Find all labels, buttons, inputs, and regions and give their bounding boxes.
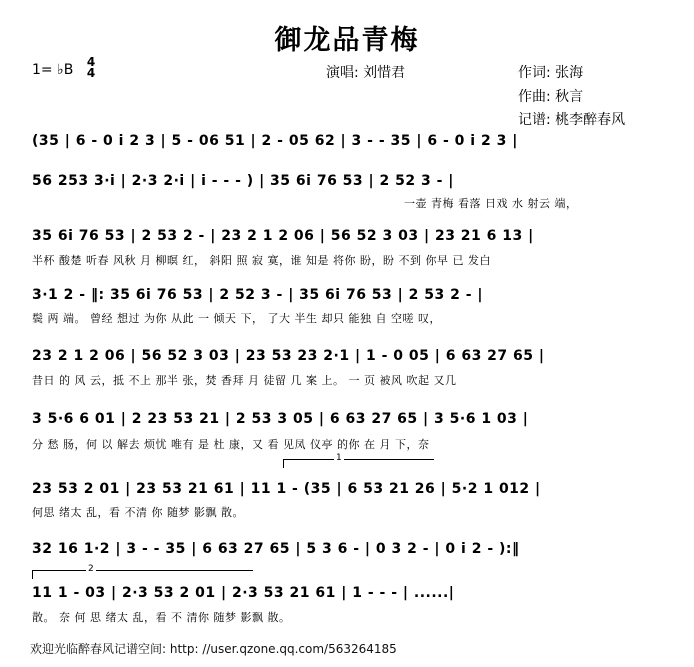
meter-bottom: 4	[86, 66, 96, 80]
score-row-4-lyrics: 鬓 两 端。 曾经 想过 为你 从此 一 倾天 下， 了大 半生 却只 能独 自 空嗟 叹，	[32, 312, 441, 325]
score-row-9-lyrics: 散。 奈 何 思 绪太 乱，看 不 清你 随梦 影飘 散。	[32, 611, 291, 624]
volta-1-bracket	[283, 459, 434, 468]
score-row-2-lyrics: 一壶 青梅 看落 日戏 水 射云 端，	[404, 197, 578, 210]
volta-2-label: 2	[88, 564, 94, 574]
footer-credit: 欢迎光临醉春风记谱空间: http: //user.qzone.qq.com/563264185	[30, 642, 397, 656]
composer-credit: 作曲: 秋言	[518, 89, 584, 105]
score-row-7-lyrics: 何思 绪太 乱，看 不清 你 随梦 影飘 散。	[32, 506, 244, 519]
score-row-3-notes: 35 6i 76 53 | 2 53 2 - | 23 2 1 2 06 | 56 52 3 03 | 23 21 6 13 |	[32, 228, 534, 244]
key-signature: 1= ♭B	[32, 62, 74, 78]
score-row-2-notes: 56 253 3·i | 2·3 2·i | i - - - ) | 35 6i 76 53 | 2 52 3 - |	[32, 173, 454, 189]
score-row-5-notes: 23 2 1 2 06 | 56 52 3 03 | 23 53 23 2·1 | 1 - 0 05 | 6 63 27 65 |	[32, 348, 545, 364]
score-row-3-lyrics: 半杯 酸楚 听春 风秋 月 柳暝 红， 斜阳 照 寂 寞，谁 知是 将你 盼，盼 不到 你早 已 发白	[32, 254, 491, 267]
score-row-7-notes: 23 53 2 01 | 23 53 21 61 | 11 1 - (35 | 6 53 21 26 | 5·2 1 012 |	[32, 481, 541, 497]
volta-1-label: 1	[336, 453, 342, 463]
time-signature	[84, 57, 98, 79]
score-row-6-notes: 3 5·6 6 01 | 2 23 53 21 | 2 53 3 05 | 6 63 27 65 | 3 5·6 1 03 |	[32, 411, 529, 427]
score-row-8-notes: 32 16 1·2 | 3 - - 35 | 6 63 27 65 | 5 3 6 - | 0 3 2 - | 0 i 2 - ):‖	[32, 541, 520, 557]
score-row-4-notes: 3·1 2 - ‖: 35 6i 76 53 | 2 52 3 - | 35 6i 76 53 | 2 53 2 - |	[32, 287, 484, 303]
score-row-9-notes: 11 1 - 03 | 2·3 53 2 01 | 2·3 53 21 61 | 1 - - - | ......|	[32, 585, 455, 601]
meter-top: 4	[86, 55, 96, 69]
volta-2-bracket	[32, 570, 253, 579]
transcriber-credit: 记谱: 桃李醉春风	[518, 112, 626, 128]
lyricist-credit: 作词: 张海	[518, 65, 584, 81]
score-row-6-lyrics: 分 愁 肠，何 以 解去 烦忧 唯有 是 杜 康，又 看 见凤 仪亭 的你 在 月 下，奈	[32, 438, 430, 451]
score-row-1-notes: (35 | 6 - 0 i 2 3 | 5 - 06 51 | 2 - 05 62 | 3 - - 35 | 6 - 0 i 2 3 |	[32, 133, 518, 149]
song-title: 御龙品青梅	[274, 25, 420, 56]
score-row-5-lyrics: 昔日 的 风 云，抵 不上 那半 张，焚 香拜 月 徒留 几 案 上。 一 页 被风 吹起 又几	[32, 374, 457, 387]
singer-credit: 演唱: 刘惜君	[326, 65, 406, 81]
